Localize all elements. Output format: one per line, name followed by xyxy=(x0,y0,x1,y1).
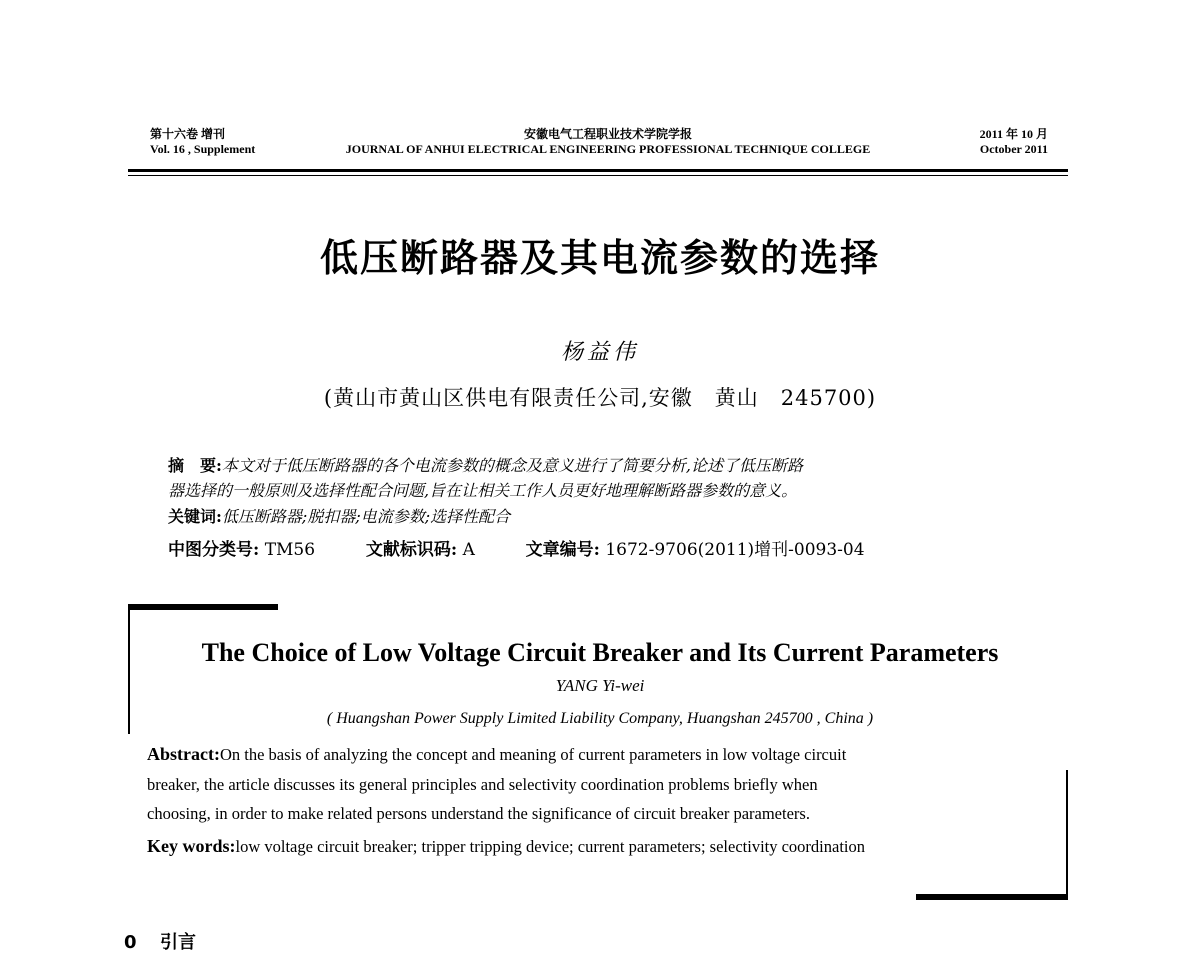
header-rule-thick xyxy=(128,169,1068,172)
abstract-label-cn: 摘 要: xyxy=(168,456,222,475)
keywords-label-en: Key words: xyxy=(147,836,236,856)
paper-title-en: The Choice of Low Voltage Circuit Breaker and Its Current Parameters xyxy=(201,638,999,667)
box-right-line xyxy=(1066,770,1068,900)
abstract-cn-line-1 xyxy=(168,453,1048,478)
section-number: 0 xyxy=(124,932,137,953)
doc-code-value: A xyxy=(462,540,475,560)
header-volume-en: Vol. 16 , Supplement xyxy=(150,142,256,156)
section-title: 引言 xyxy=(160,932,196,953)
keywords-cn xyxy=(168,504,1048,529)
author-cn: 杨益伟 xyxy=(560,340,639,365)
clc-value: TM56 xyxy=(264,540,316,560)
article-no-label: 文章编号: xyxy=(525,540,600,560)
keywords-cn-text: 低压断路器;脱扣器;电流参数;选择性配合 xyxy=(221,507,511,526)
header-date xyxy=(980,127,1048,157)
keywords-en-text: low voltage circuit breaker; tripper tripping device; current parameters; selectivity coordination xyxy=(235,837,866,856)
affiliation-cn: (黄山市黄山区供电有限责任公司,安徽 黄山 245700) xyxy=(323,386,877,410)
classification-line xyxy=(168,538,1048,563)
doc-code-label: 文献标识码: xyxy=(365,540,458,560)
header-journal xyxy=(290,127,926,157)
box-top-bar xyxy=(128,604,278,610)
header-volume-cn: 第十六卷 增刊 xyxy=(150,127,226,141)
header-rule-thin xyxy=(128,175,1068,176)
abstract-en-line-2: breaker, the article discusses its general principles and selectivity coordination problems briefly when xyxy=(147,775,818,794)
paper-title-cn: 低压断路器及其电流参数的选择 xyxy=(319,236,880,280)
clc-label: 中图分类号: xyxy=(168,540,260,560)
abstract-en-line-3: choosing, in order to make related persons understand the significance of circuit breaker parameters. xyxy=(147,804,810,823)
abstract-cn-text-1: 本文对于低压断路器的各个电流参数的概念及意义进行了简要分析,论述了低压断路 xyxy=(221,456,804,475)
header-date-cn: 2011 年 10 月 xyxy=(979,127,1048,141)
article-no-value: 1672-9706(2011)增刊-0093-04 xyxy=(605,540,865,560)
abstract-en-line-1 xyxy=(147,740,1052,769)
header-volume xyxy=(150,127,255,157)
abstract-label-en: Abstract: xyxy=(147,744,220,764)
keywords-en xyxy=(147,832,1052,861)
abstract-en-text-1: On the basis of analyzing the concept and meaning of current parameters in low voltage circuit xyxy=(219,745,847,764)
abstract-cn-line-2: 器选择的一般原则及选择性配合问题,旨在让相关工作人员更好地理解断路器参数的意义。 xyxy=(168,481,798,500)
section-heading xyxy=(124,928,196,954)
header-journal-en: JOURNAL OF ANHUI ELECTRICAL ENGINEERING PROFESSIONAL TECHNIQUE COLLEGE xyxy=(345,142,871,156)
header-date-en: October 2011 xyxy=(979,142,1048,156)
header-journal-cn: 安徽电气工程职业技术学院学报 xyxy=(523,127,692,141)
box-bottom-bar xyxy=(916,894,1068,900)
author-en: YANG Yi-wei xyxy=(555,676,645,695)
affiliation-en: ( Huangshan Power Supply Limited Liability Company, Huangshan 245700 , China ) xyxy=(326,710,874,727)
keywords-label-cn: 关键词: xyxy=(168,507,222,526)
